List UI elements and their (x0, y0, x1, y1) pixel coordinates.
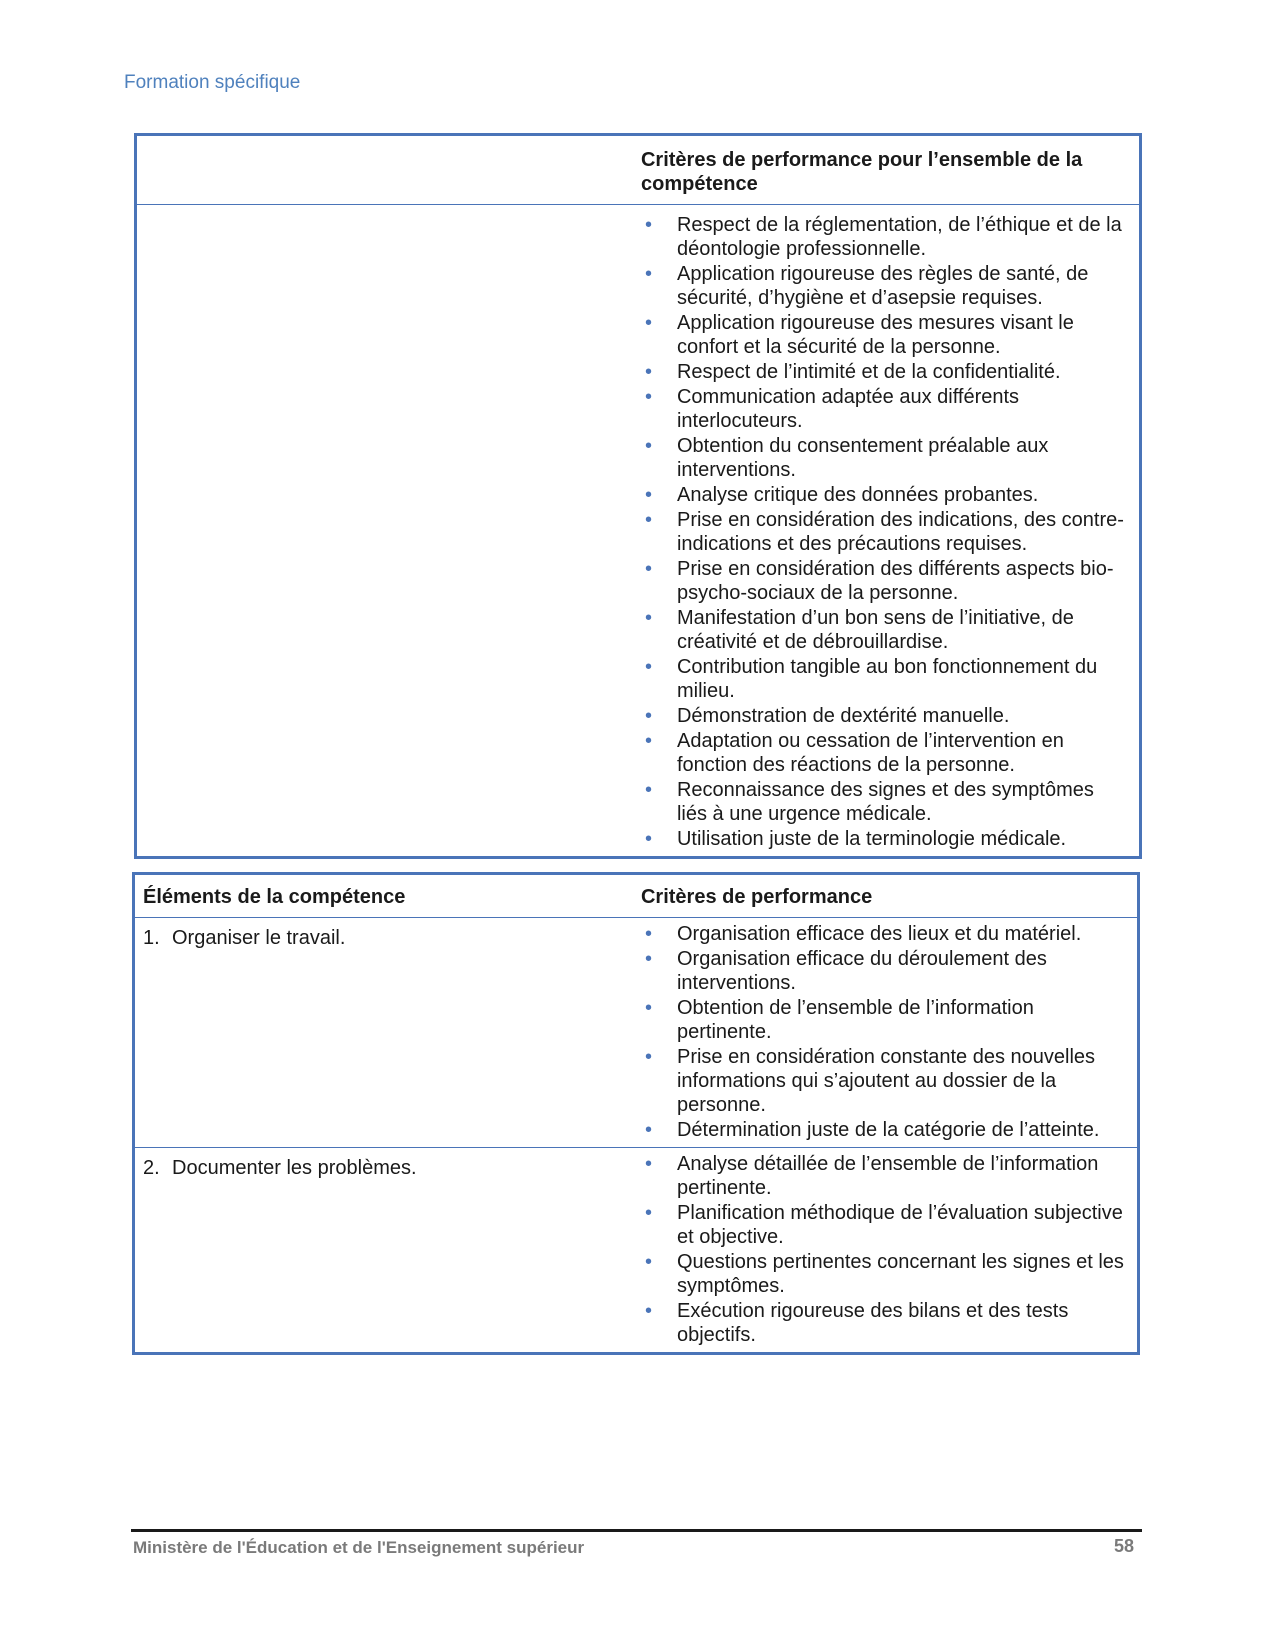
criteria-text: Respect de l’intimité et de la confidentialité. (676, 361, 1061, 383)
running-header: Formation spécifique (124, 72, 301, 93)
table-header-criteria: Critères de performance (633, 874, 1139, 918)
criteria-item (641, 385, 1129, 433)
criteria-text: Reconnaissance des signes et des symptômes liés à une urgence médicale. (676, 779, 1094, 825)
criteria-item (641, 1045, 1127, 1117)
bullet-dot-icon: • (644, 1046, 652, 1068)
criteria-text: Communication adaptée aux différents interlocuteurs. (676, 386, 1020, 432)
bullet-dot-icon: • (644, 214, 652, 236)
bullet-dot-icon: • (644, 386, 652, 408)
criteria-text: Analyse critique des données probantes. (676, 484, 1039, 506)
criteria-item (641, 947, 1127, 995)
empty-cell (136, 205, 633, 858)
criteria-text: Détermination juste de la catégorie de l’atteinte. (676, 1119, 1100, 1141)
criteria-item (641, 311, 1129, 359)
element-text: Documenter les problèmes. (172, 1157, 417, 1179)
criteria-item (641, 606, 1129, 654)
criteria-text: Prise en considération des indications, des contre-indications et des précautions requises. (676, 509, 1124, 555)
criteria-item (641, 483, 1129, 507)
table-header-empty (136, 135, 633, 205)
bullet-dot-icon: • (644, 1202, 652, 1224)
bullet-dot-icon: • (644, 828, 652, 850)
criteria-text: Respect de la réglementation, de l’éthique et de la déontologie professionnelle. (676, 214, 1122, 260)
bullet-dot-icon: • (644, 361, 652, 383)
bullet-dot-icon: • (644, 435, 652, 457)
bullet-dot-icon: • (644, 705, 652, 727)
footer-ministry: Ministère de l'Éducation et de l'Enseignement supérieur (133, 1538, 585, 1557)
criteria-text: Prise en considération constante des nouvelles informations qui s’ajoutent au dossier de la personne. (676, 1046, 1096, 1116)
table-header-overall-criteria: Critères de performance pour l’ensemble de la compétence (633, 135, 1141, 205)
table-row (136, 205, 1141, 858)
element-number: 2. (143, 1157, 160, 1179)
criteria-item (641, 996, 1127, 1044)
criteria-text: Obtention du consentement préalable aux interventions. (676, 435, 1049, 481)
element-text: Organiser le travail. (172, 927, 346, 949)
criteria-cell (633, 1148, 1139, 1354)
bullet-dot-icon: • (644, 923, 652, 945)
criteria-item (641, 360, 1129, 384)
element-cell (134, 918, 633, 1148)
criteria-text: Adaptation ou cessation de l’intervention en fonction des réactions de la personne. (676, 730, 1064, 776)
bullet-dot-icon: • (644, 484, 652, 506)
element-cell (134, 1148, 633, 1354)
table-header-row (134, 874, 1139, 918)
table-header-elements: Éléments de la compétence (134, 874, 633, 918)
bullet-dot-icon: • (644, 312, 652, 334)
table-row (134, 918, 1139, 1148)
criteria-text: Obtention de l’ensemble de l’information pertinente. (676, 997, 1034, 1043)
bullet-dot-icon: • (644, 730, 652, 752)
criteria-text: Analyse détaillée de l’ensemble de l’information pertinente. (676, 1153, 1099, 1199)
bullet-dot-icon: • (644, 607, 652, 629)
bullet-dot-icon: • (644, 997, 652, 1019)
criteria-text: Application rigoureuse des règles de santé, de sécurité, d’hygiène et d’asepsie requises. (676, 263, 1089, 309)
criteria-item (641, 729, 1129, 777)
criteria-item (641, 434, 1129, 482)
bullet-dot-icon: • (644, 1119, 652, 1141)
criteria-list (641, 213, 1129, 851)
bullet-dot-icon: • (644, 779, 652, 801)
criteria-item (641, 1152, 1127, 1200)
bullet-dot-icon: • (644, 509, 652, 531)
criteria-item (641, 655, 1129, 703)
bullet-dot-icon: • (644, 656, 652, 678)
criteria-item (641, 827, 1129, 851)
element-number: 1. (143, 927, 160, 949)
page-number: 58 (1113, 1536, 1134, 1556)
bullet-dot-icon: • (644, 1300, 652, 1322)
criteria-item (641, 1299, 1127, 1347)
criteria-item (641, 508, 1129, 556)
criteria-item (641, 922, 1127, 946)
criteria-text: Organisation efficace des lieux et du matériel. (676, 923, 1082, 945)
criteria-list (641, 922, 1127, 1142)
criteria-item (641, 704, 1129, 728)
table-header-row (136, 135, 1141, 205)
bullet-dot-icon: • (644, 558, 652, 580)
criteria-text: Utilisation juste de la terminologie médicale. (676, 828, 1067, 850)
criteria-text: Organisation efficace du déroulement des interventions. (676, 948, 1047, 994)
criteria-text: Exécution rigoureuse des bilans et des tests objectifs. (676, 1300, 1069, 1346)
criteria-text: Questions pertinentes concernant les signes et les symptômes. (676, 1251, 1124, 1297)
criteria-text: Démonstration de dextérité manuelle. (676, 705, 1010, 727)
criteria-item (641, 1201, 1127, 1249)
criteria-text: Application rigoureuse des mesures visant le confort et la sécurité de la personne. (676, 312, 1074, 358)
footer-divider (131, 1529, 1142, 1532)
criteria-text: Contribution tangible au bon fonctionnement du milieu. (676, 656, 1098, 702)
criteria-item (641, 1250, 1127, 1298)
criteria-item (641, 778, 1129, 826)
criteria-text: Manifestation d’un bon sens de l’initiative, de créativité et de débrouillardise. (676, 607, 1074, 653)
criteria-item (641, 262, 1129, 310)
criteria-cell (633, 918, 1139, 1148)
criteria-item (641, 213, 1129, 261)
bullet-dot-icon: • (644, 948, 652, 970)
elements-table (132, 872, 1140, 1355)
bullet-dot-icon: • (644, 1251, 652, 1273)
criteria-list (641, 1152, 1127, 1347)
criteria-text: Prise en considération des différents aspects bio-psycho-sociaux de la personne. (676, 558, 1114, 604)
competence-criteria-table (134, 133, 1142, 859)
bullet-dot-icon: • (644, 263, 652, 285)
criteria-cell (633, 205, 1141, 858)
criteria-item (641, 1118, 1127, 1142)
table-row (134, 1148, 1139, 1354)
criteria-item (641, 557, 1129, 605)
criteria-text: Planification méthodique de l’évaluation subjective et objective. (676, 1202, 1123, 1248)
bullet-dot-icon: • (644, 1153, 652, 1175)
